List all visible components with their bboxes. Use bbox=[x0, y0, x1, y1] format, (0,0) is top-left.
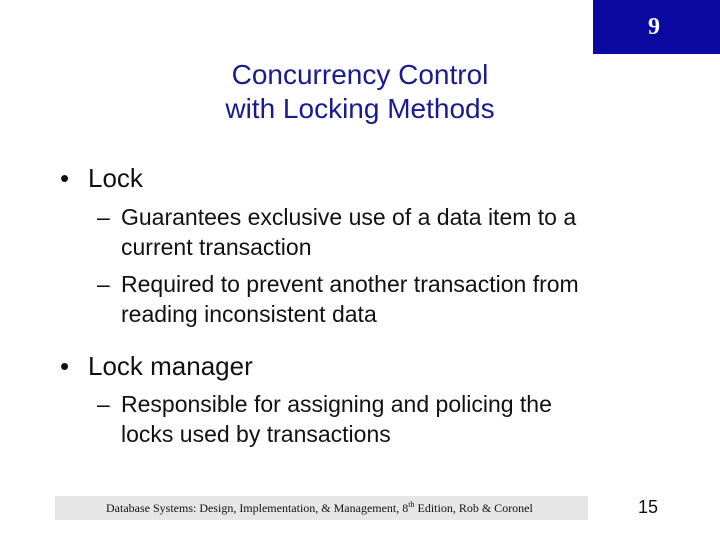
slide-title-line-1: Concurrency Control bbox=[231, 59, 489, 90]
page-number: 15 bbox=[638, 497, 659, 517]
subbullet-guarantees-line-1: Guarantees exclusive use of a data item to a bbox=[121, 204, 577, 230]
subbullet-required-line-1: Required to prevent another transaction from bbox=[121, 271, 579, 297]
bullet-lock-manager-text: Lock manager bbox=[88, 351, 253, 381]
footer-citation-sup: th bbox=[408, 500, 415, 509]
subbullet-dash: – bbox=[97, 271, 110, 297]
subbullet-required-line-2: reading inconsistent data bbox=[121, 301, 377, 327]
subbullet-guarantees-line-2: current transaction bbox=[121, 234, 312, 260]
subbullet-responsible bbox=[97, 389, 552, 449]
bullet-lock-text: Lock bbox=[88, 163, 143, 193]
subbullet-responsible-line-2: locks used by transactions bbox=[121, 421, 391, 447]
subbullet-responsible-line-1: Responsible for assigning and policing the bbox=[121, 391, 552, 417]
bullet-dot: • bbox=[60, 351, 70, 381]
slide-title-line-2: with Locking Methods bbox=[225, 93, 495, 124]
subbullet-dash: – bbox=[97, 204, 110, 230]
slide-title bbox=[0, 58, 720, 126]
subbullet-dash: – bbox=[97, 391, 110, 417]
footer-citation-main: Database Systems: Design, Implementation, & Management, 8 bbox=[106, 501, 409, 515]
footer-citation bbox=[106, 500, 533, 516]
bullet-lock-manager bbox=[60, 351, 253, 381]
chapter-number: 9 bbox=[648, 13, 660, 40]
chapter-number-badge bbox=[593, 0, 720, 54]
bullet-dot: • bbox=[60, 163, 70, 193]
bullet-lock bbox=[60, 163, 143, 193]
subbullet-required bbox=[97, 269, 579, 329]
footer-citation-rest: Edition, Rob & Coronel bbox=[414, 501, 533, 515]
subbullet-guarantees bbox=[97, 202, 576, 262]
